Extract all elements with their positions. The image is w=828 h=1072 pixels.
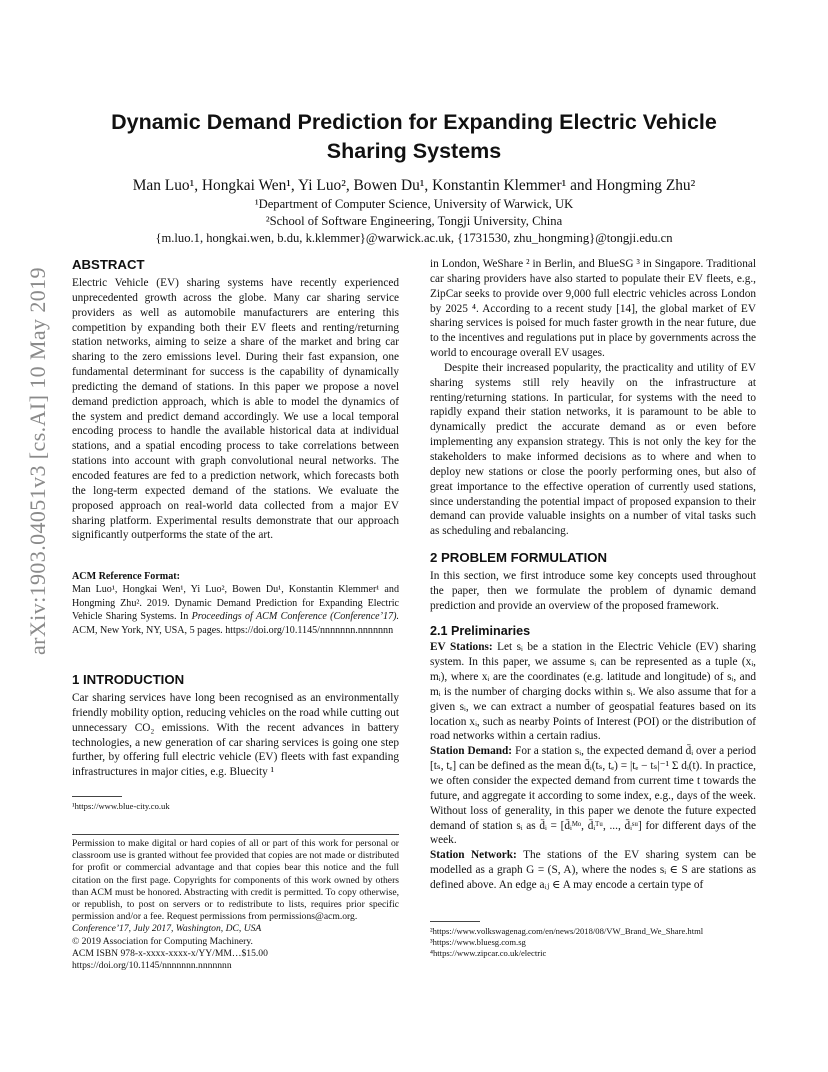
station-demand-paragraph [430,744,756,848]
doi-line: https://doi.org/10.1145/nnnnnnn.nnnnnnn [72,960,232,972]
introduction-section [72,671,399,780]
station-demand-text: For a station sᵢ, the expected demand d̄ᵢ over a period [tₛ, tₑ] can be defined as the mean d̄ᵢ(tₛ, tₑ) = |tₑ − tₛ|⁻¹ Σ dᵢ(t). In practice, we often consider the expected demand from current time t towards the future, and aggregate it according to some index, e.g., days of the week. Without loss of generality, in this paper we denote the future expected demand of station sᵢ as d̄ᵢ = [d̄ᵢᴹᵒ, d̄ᵢᵀᵘ, ..., d̄ᵢˢᵘ] for different days of the week. [430,745,756,847]
ev-stations-text: Let sᵢ be a station in the Electric Vehicle (EV) sharing system. In this paper, we assume sᵢ can be represented as a tuple (xᵢ, mᵢ), where xᵢ are the coordinates (e.g. latitude and longitude) of sᵢ, and mᵢ is the number of charging docks within sᵢ. We also assume that for a given sᵢ, we can extract a number of geospatial features based on its location xᵢ, such as nearby Points of Interest (POI) or the distribution of road networks within a certain radius. [430,641,756,743]
acm-reference-heading: ACM Reference Format: [72,571,180,582]
subsection21-heading: 2.1 Preliminaries [430,623,531,638]
station-demand-label: Station Demand: [430,745,513,758]
footnote-weshare: ²https://www.volkswagenag.com/en/news/2018/08/VW_Brand_We_Share.html [430,926,704,936]
intro-continued-p2: Despite their increased popularity, the practicality and utility of EV sharing systems still rely heavily on the infrastructure at renting/returning stations. In particular, for systems with the need to rapidly expand their station networks, it is paramount to be able to dynamically predict the accurate demand as or even before implementing any expansion strategy. This is not only the key for the stakeholders to make informed decisions as to where and when to deploy new stations or close the poorly performing ones, but also of great importance to the effective operation of currently used stations, since understanding the potential impact of proposed expansion to their demand can provide valuable insights on a number of vital tasks such as scheduling and rebalancing. [430,361,756,538]
abstract-text: Electric Vehicle (EV) sharing systems have recently experienced unprecedented growth across the globe. Many car sharing service providers as well as automobile manufacturers are entering this competition by expanding both their EV fleets and renting/returning station networks, aiming to seize a share of the market and bring car sharing to the zero emissions level. During their fast expansion, one fundamental determinant for success is the capability of dynamically predicting the demand of stations. In this paper we propose a novel demand prediction approach, which is able to model the dynamics of the system and predict demand accordingly. We use a local temporal encoding process to handle the available historical data at individual stations, and a spatial encoding process to take correlations between stations into account with graph convolutional neural networks. The encoded features are fed to a prediction network, which forecasts both the long-term expected demand of the stations. We evaluate the proposed approach on real-world data collected from a major EV sharing platform. Experimental results demonstrate that our approach significantly outperforms the state of the art. [72,277,399,542]
footnote-bluesg: ³https://www.bluesg.com.sg [430,937,526,948]
author-list: Man Luo¹, Hongkai Wen¹, Yi Luo², Bowen Du¹, Konstantin Klemmer¹ and Hongming Zhu² [132,177,696,194]
affiliation-1: ¹Department of Computer Science, University of Warwick, UK [254,197,574,211]
footnote-rule-right [430,921,480,922]
isbn-line: ACM ISBN 978-x-xxxx-xxxx-x/YY/MM…$15.00 [72,947,268,959]
ev-stations-label: EV Stations: [430,641,493,654]
ev-stations-paragraph [430,640,756,744]
footnote-zipcar: ⁴https://www.zipcar.co.uk/electric [430,948,547,959]
acm-reference-text [72,583,399,637]
station-network-paragraph [430,848,756,893]
acm-reference-venue: Proceedings of ACM Conference (Conference’17). [191,611,399,623]
permission-block [72,838,399,972]
permission-text: Permission to make digital or hard copies of all or part of this work for personal or classroom use is granted without fee provided that copies are not made or distributed for profit or commercial advantage and that copies bear this notice and the full citation on the first page. Copyrights for components of this work owned by others than ACM must be honored. Abstracting with credit is permitted. To copy otherwise, or republish, to post on servers or to redistribute to lists, requires prior specific permission and/or a fee. Request permissions from permissions@acm.org. [72,838,399,923]
footnotes-right [430,926,760,960]
author-emails: {m.luo.1, hongkai.wen, b.du, k.klemmer}@warwick.ac.uk, {1731530, zhu_hongming}@tongji.edu.cn [155,231,673,245]
station-network-label: Station Network: [430,849,517,862]
right-column [430,257,756,893]
station-network-text: The stations of the EV sharing system can be modelled as a graph G = (S, A), where the nodes sᵢ ∈ S are stations as defined above. An edge aᵢⱼ ∈ A may encode a certain type of [430,849,757,891]
acm-reference-authors: Man Luo¹, Hongkai Wen¹, Yi Luo², Bowen Du¹, Konstantin Klemmer¹ and Hongming Zhu². 2019. Dynamic Demand Prediction for Expanding Electric Vehicle Sharing Systems. In [72,584,399,623]
copyright-line: © 2019 Association for Computing Machinery. [72,935,253,947]
acm-reference-publisher: ACM, New York, NY, USA, 5 pages. https://doi.org/10.1145/nnnnnnn.nnnnnnn [72,624,394,636]
introduction-text: Car sharing services have long been recognised as an environmentally friendly mobility option, reducing vehicles on the road while cutting out unnecessary CO₂ emissions. With the recent advances in battery technologies, a new generation of car sharing services is going one step further, by offering full electric vehicle (EV) fleets with fast expanding infrastructures in major cities, e.g. Bluecity ¹ [72,692,399,779]
footnote-bluecity: ¹https://www.blue-city.co.uk [72,801,170,811]
introduction-heading: 1 INTRODUCTION [72,672,185,687]
abstract-section [72,256,399,543]
acm-reference-section [72,570,399,637]
paper-title: Dynamic Demand Prediction for Expanding Electric Vehicle Sharing Systems [111,110,717,163]
intro-continued-p1: in London, WeShare ² in Berlin, and BlueSG ³ in Singapore. Traditional car sharing providers have also started to populate their EV fleets, e.g., ZipCar seeks to provide over 9,000 full electric vehicles across London by 2025 ⁴. According to a recent study [14], the global market of EV sharing services is poised for much faster growth in the near future, due to the incentives and regulations put in place by governments across the world to encourage overall EV usages. [430,258,756,360]
permission-rule [72,834,399,835]
section2-text: In this section, we first introduce some key concepts used throughout the paper, then we formulate the problem of dynamic demand prediction and provide an overview of the proposed framework. [430,570,756,612]
arxiv-identifier: arXiv:1903.04051v3 [cs.AI] 10 May 2019 [25,267,50,655]
section2-heading: 2 PROBLEM FORMULATION [430,550,608,566]
conference-line: Conference’17, July 2017, Washington, DC, USA [72,923,262,935]
abstract-heading: ABSTRACT [72,257,145,272]
footnote-rule-left [72,796,122,797]
affiliation-2: ²School of Software Engineering, Tongji University, China [265,214,563,228]
